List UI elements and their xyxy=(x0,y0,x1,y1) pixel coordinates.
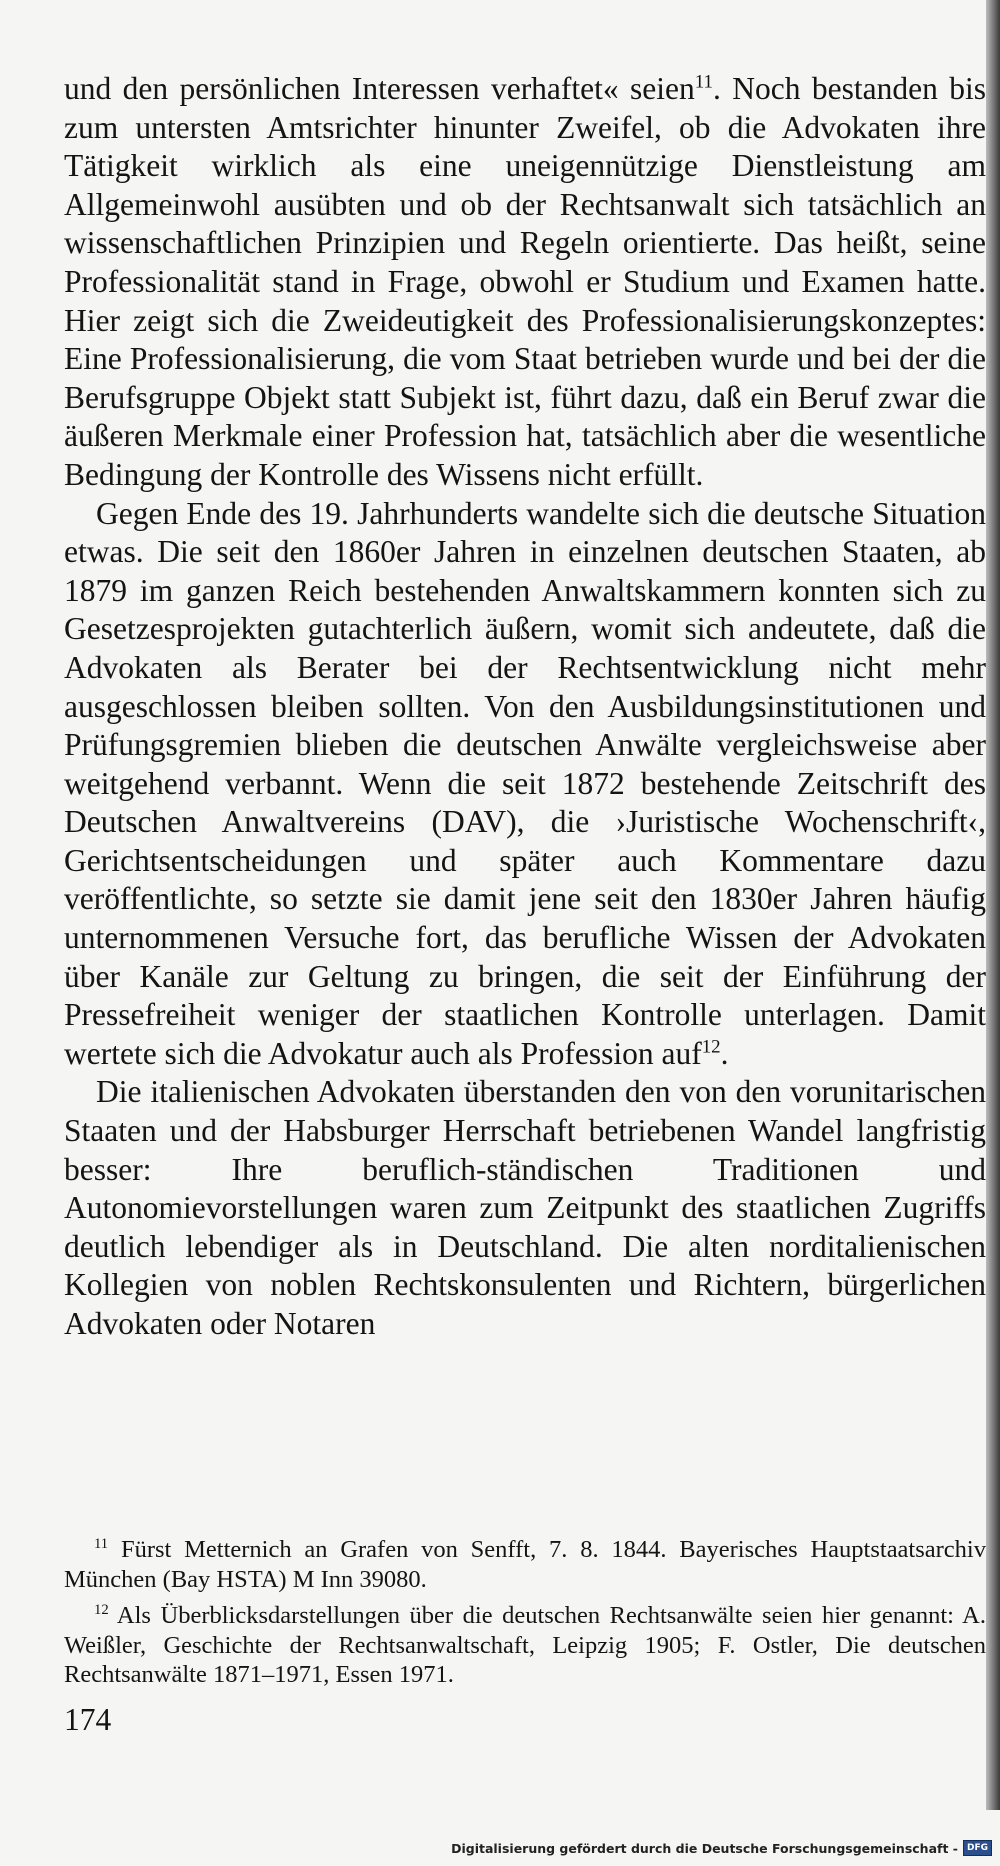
footnote-text: Als Überblicksdarstellungen über die deutschen Rechtsanwälte seien hier genannt: A. Weißler, Geschichte der Rechtsanwaltschaft, Leipzig 1905; F. Ostler, Die deutschen Rechtsanwälte 1871–1971, Essen 1971. xyxy=(64,1602,986,1688)
page-number: 174 xyxy=(64,1702,112,1737)
paragraph-1-text-cont: . Noch bestanden bis zum untersten Amtsrichter hinunter Zweifel, ob die Advokaten ihre Tätigkeit wirklich als eine uneigennützige Dienstleistung am Allgemeinwohl ausübten und ob der Rechtsanwalt sich tatsächlich an wissenschaftlichen Prinzipien und Regeln orientierte. Das heißt, seine Professionalität stand in Frage, obwohl er Studium und Examen hatte. Hier zeigt sich die Zweideutigkeit des Professionalisierungskonzeptes: Eine Professionalisierung, die vom Staat betrieben wurde und bei der die Berufsgruppe Objekt statt Subjekt ist, führt dazu, daß ein Beruf zwar die äußeren Merkmale einer Profession hat, tatsächlich aber die wesentliche Bedingung der Kontrolle des Wissens nicht erfüllt. xyxy=(64,71,986,492)
paragraph-3-text: Die italienischen Advokaten überstanden den von den vorunitarischen Staaten und der Habsburger Herrschaft betriebenen Wandel langfristig besser: Ihre beruflich-ständischen Traditionen und Autonomievorstellungen waren zum Zeitpunkt des staatlichen Zugriffs deutlich lebendiger als in Deutschland. Die alten norditalienischen Kollegien von noblen Rechtskonsulenten und Richtern, bürgerlichen Advokaten oder Notaren xyxy=(64,1074,986,1341)
footnote-ref-12: 12 xyxy=(701,1036,721,1058)
dfg-logo: DFG xyxy=(963,1840,992,1856)
page-edge-shadow xyxy=(986,0,1000,1810)
body-text xyxy=(64,70,986,1344)
footnote-12 xyxy=(64,1601,986,1690)
footnote-number: 12 xyxy=(94,1601,109,1618)
paragraph-1 xyxy=(64,70,986,495)
paragraph-2-text-cont: . xyxy=(720,1035,729,1071)
footnote-text: Fürst Metternich an Grafen von Senfft, 7. 8. 1844. Bayerisches Hauptstaatsarchiv München (Bay HSTA) M Inn 39080. xyxy=(64,1536,986,1593)
paragraph-1-text: und den persönlichen Interessen verhaftet« seien xyxy=(64,71,695,106)
footnote-ref-11: 11 xyxy=(694,71,713,93)
paragraph-2 xyxy=(64,495,986,1074)
footnote-number: 11 xyxy=(94,1535,109,1552)
paragraph-2-text: Gegen Ende des 19. Jahrhunderts wandelte sich die deutsche Situation etwas. Die seit den 1860er Jahren in einzelnen deutschen Staaten, ab 1879 im ganzen Reich bestehenden Anwaltskammern konnten sich zu Gesetzesprojekten gutachterlich äußern, womit sich andeutete, daß die Advokaten als Berater bei der Rechtsentwicklung nicht mehr ausgeschlossen bleiben sollten. Von den Ausbildungsinstitutionen und Prüfungsgremien blieben die deutschen Anwälte vergleichsweise aber weitgehend verbannt. Wenn die seit 1872 bestehende Zeitschrift des Deutschen Anwaltvereins (DAV), die ›Juristische Wochenschrift‹, Gerichtsentscheidungen und später auch Kommentare dazu veröffentlichte, so setzte sie damit jene seit den 1830er Jahren häufig unternommenen Versuche fort, das berufliche Wissen der Advokaten über Kanäle zur Geltung zu bringen, die seit der Einführung der Pressefreiheit weniger der staatlichen Kontrolle unterlagen. Damit wertete sich die Advokatur auch als Profession auf xyxy=(64,495,986,1071)
footnote-11 xyxy=(64,1535,986,1594)
paragraph-3 xyxy=(64,1073,986,1343)
footer-text: Digitalisierung gefördert durch die Deutsche Forschungsgemeinschaft - xyxy=(451,1840,958,1856)
footnotes xyxy=(64,1535,986,1697)
digitization-footer xyxy=(451,1840,992,1856)
